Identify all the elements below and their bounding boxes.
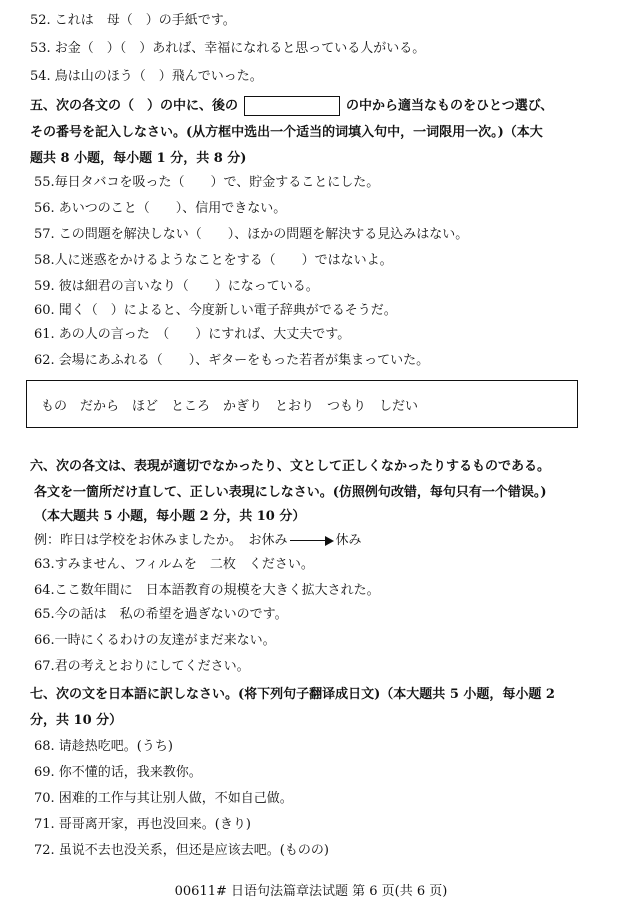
question-65: 65.今の話は 私の希望を過ぎないのです。 <box>34 607 288 622</box>
question-60: 60. 聞く（ ）によると、今度新しい電子辞典がでるそうだ。 <box>34 303 397 318</box>
question-53: 53. お金（ ）（ ）あれば、幸福になれると思っている人がいる。 <box>30 41 426 56</box>
question-70: 70. 困难的工作与其让别人做，不如自己做。 <box>34 791 293 806</box>
question-54: 54. 鳥は山のほう（ ）飛んでいった。 <box>30 69 263 84</box>
question-57: 57. この問題を解決しない（ ）、ほかの問題を解決する見込みはない。 <box>34 227 469 242</box>
section6-heading-line3: （本大题共 5 小题，每小题 2 分，共 10 分） <box>34 509 306 524</box>
question-72: 72. 虽说不去也没关系，但还是应该去吧。(ものの) <box>34 843 329 858</box>
section5-heading-part1: 五、次の各文の（ ）の中に、後の <box>30 98 239 114</box>
question-71: 71. 哥哥离开家，再也没回来。(きり) <box>34 817 251 832</box>
section5-heading-part2: の中から適当なものをひとつ選び、 <box>346 98 554 114</box>
question-68: 68. 请趁热吃吧。(うち) <box>34 739 173 754</box>
question-61: 61. あの人の言った （ ）にすれば、大丈夫です。 <box>34 327 351 342</box>
section5-heading-line2: その番号を記入しなさい。(从方框中选出一个适当的词填入句中，一词限用一次。)（本大 <box>30 125 543 140</box>
section6-heading-line2: 各文を一箇所だけ直して、正しい表現にしなさい。(仿照例句改错，每句只有一个错误。) <box>34 485 547 500</box>
section7-heading-line1: 七、次の文を日本語に訳しなさい。(将下列句子翻译成日文)（本大题共 5 小题，每小题 2 <box>30 687 555 702</box>
section7-heading-line2: 分，共 10 分） <box>30 713 123 728</box>
arrow-icon <box>290 536 334 546</box>
question-55: 55.毎日タバコを吸った（ ）で、貯金することにした。 <box>34 175 380 190</box>
question-63: 63.すみません、フィルムを 二枚 ください。 <box>34 557 314 572</box>
blank-box <box>244 96 340 116</box>
choice-words: もの だから ほど ところ かぎり とおり つもり しだい <box>41 399 419 414</box>
section5-heading-line1 <box>30 96 553 116</box>
question-62: 62. 会場にあふれる（ ）、ギターをもった若者が集まっていた。 <box>34 353 430 368</box>
section6-heading-line1: 六、次の各文は、表現が適切でなかったり、文として正しくなかったりするものである。 <box>30 459 551 474</box>
question-59: 59. 彼は細君の言いなり（ ）になっている。 <box>34 279 319 294</box>
question-66: 66.一時にくるわけの友達がまだ来ない。 <box>34 633 276 648</box>
question-69: 69. 你不懂的话，我来教你。 <box>34 765 202 780</box>
example-answer: 休み <box>335 533 362 548</box>
section5-heading-line3: 题共 8 小题，每小题 1 分，共 8 分) <box>30 151 247 166</box>
question-58: 58.人に迷惑をかけるようなことをする（ ）ではないよ。 <box>34 253 393 268</box>
question-52: 52. これは 母（ ）の手紙です。 <box>30 13 236 28</box>
example-line <box>34 532 362 550</box>
page-footer: 00611# 日语句法篇章法试题 第 6 页(共 6 页) <box>174 884 448 899</box>
question-56: 56. あいつのこと（ ）、信用できない。 <box>34 201 287 216</box>
question-64: 64.ここ数年間に 日本語教育の規模を大きく拡大された。 <box>34 583 380 598</box>
question-67: 67.君の考えとおりにしてください。 <box>34 659 250 674</box>
example-text: 例：昨日は学校をお休みましたか。 お休み <box>34 533 288 548</box>
choice-box <box>26 380 578 428</box>
